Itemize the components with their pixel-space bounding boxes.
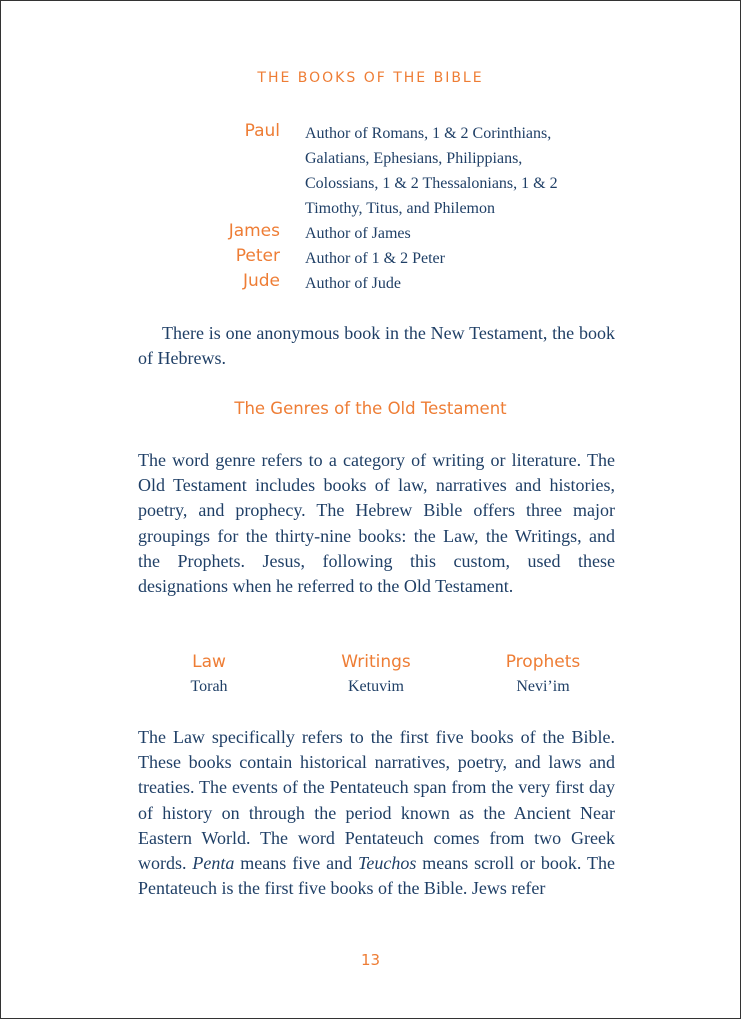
author-entry bbox=[1, 121, 740, 221]
grouping-writings bbox=[286, 651, 466, 701]
author-description: Author of Romans, 1 & 2 Corinthians, Galatians, Ephesians, Philippians, Colossians, 1 & 2 Thessalonians, 1 & 2 Timothy, Titus, and Philemon bbox=[305, 125, 558, 217]
author-description: Author of 1 & 2 Peter bbox=[305, 250, 445, 267]
grouping-name: Writings bbox=[341, 652, 411, 672]
grouping-hebrew-name: Nevi’im bbox=[516, 678, 570, 695]
running-head: THE BOOKS OF THE BIBLE bbox=[257, 70, 484, 86]
term-penta: Penta bbox=[192, 853, 235, 874]
author-description: Author of Jude bbox=[305, 275, 401, 292]
author-list bbox=[1, 121, 740, 296]
section-heading: The Genres of the Old Testament bbox=[234, 399, 507, 418]
page-number: 13 bbox=[360, 951, 381, 969]
author-name: Jude bbox=[242, 271, 280, 291]
anonymous-book-paragraph: There is one anonymous book in the New Testament, the book of Hebrews. bbox=[138, 323, 615, 369]
law-paragraph bbox=[138, 725, 615, 901]
author-entry bbox=[1, 246, 740, 271]
law-paragraph-text: means five and bbox=[234, 853, 358, 874]
grouping-law bbox=[119, 651, 299, 701]
grouping-prophets bbox=[453, 651, 633, 701]
grouping-hebrew-name: Ketuvim bbox=[348, 678, 404, 695]
law-paragraph-text: The Law specifically refers to the first five books of the Bible. These books contain historical narratives, poetry, and laws and treaties. The events of the Pentateuch span from the very first day of history on through the period known as the Ancient Near Eastern World. The word Pentateuch comes from two Greek words. bbox=[138, 727, 615, 874]
author-description: Author of James bbox=[305, 225, 411, 242]
grouping-name: Law bbox=[192, 652, 226, 672]
term-teuchos: Teuchos bbox=[357, 853, 417, 874]
law-paragraph-text: means scroll or book. The Pentateuch is the first five books of the Bible. Jews refer bbox=[138, 853, 615, 899]
author-name: Paul bbox=[244, 121, 280, 141]
author-name: James bbox=[228, 221, 280, 241]
grouping-name: Prophets bbox=[505, 652, 581, 672]
author-entry bbox=[1, 221, 740, 246]
author-entry bbox=[1, 271, 740, 296]
author-name: Peter bbox=[235, 246, 280, 266]
genre-paragraph: The word genre refers to a category of writing or literature. The Old Testament includes books of law, narratives and histories, poetry, and prophecy. The Hebrew Bible offers three major groupings for the thirty-nine books: the Law, the Writings, and the Prophets. Jesus, following this custom, used these designations when he referred to the Old Testament. bbox=[138, 450, 615, 597]
grouping-hebrew-name: Torah bbox=[190, 678, 228, 695]
